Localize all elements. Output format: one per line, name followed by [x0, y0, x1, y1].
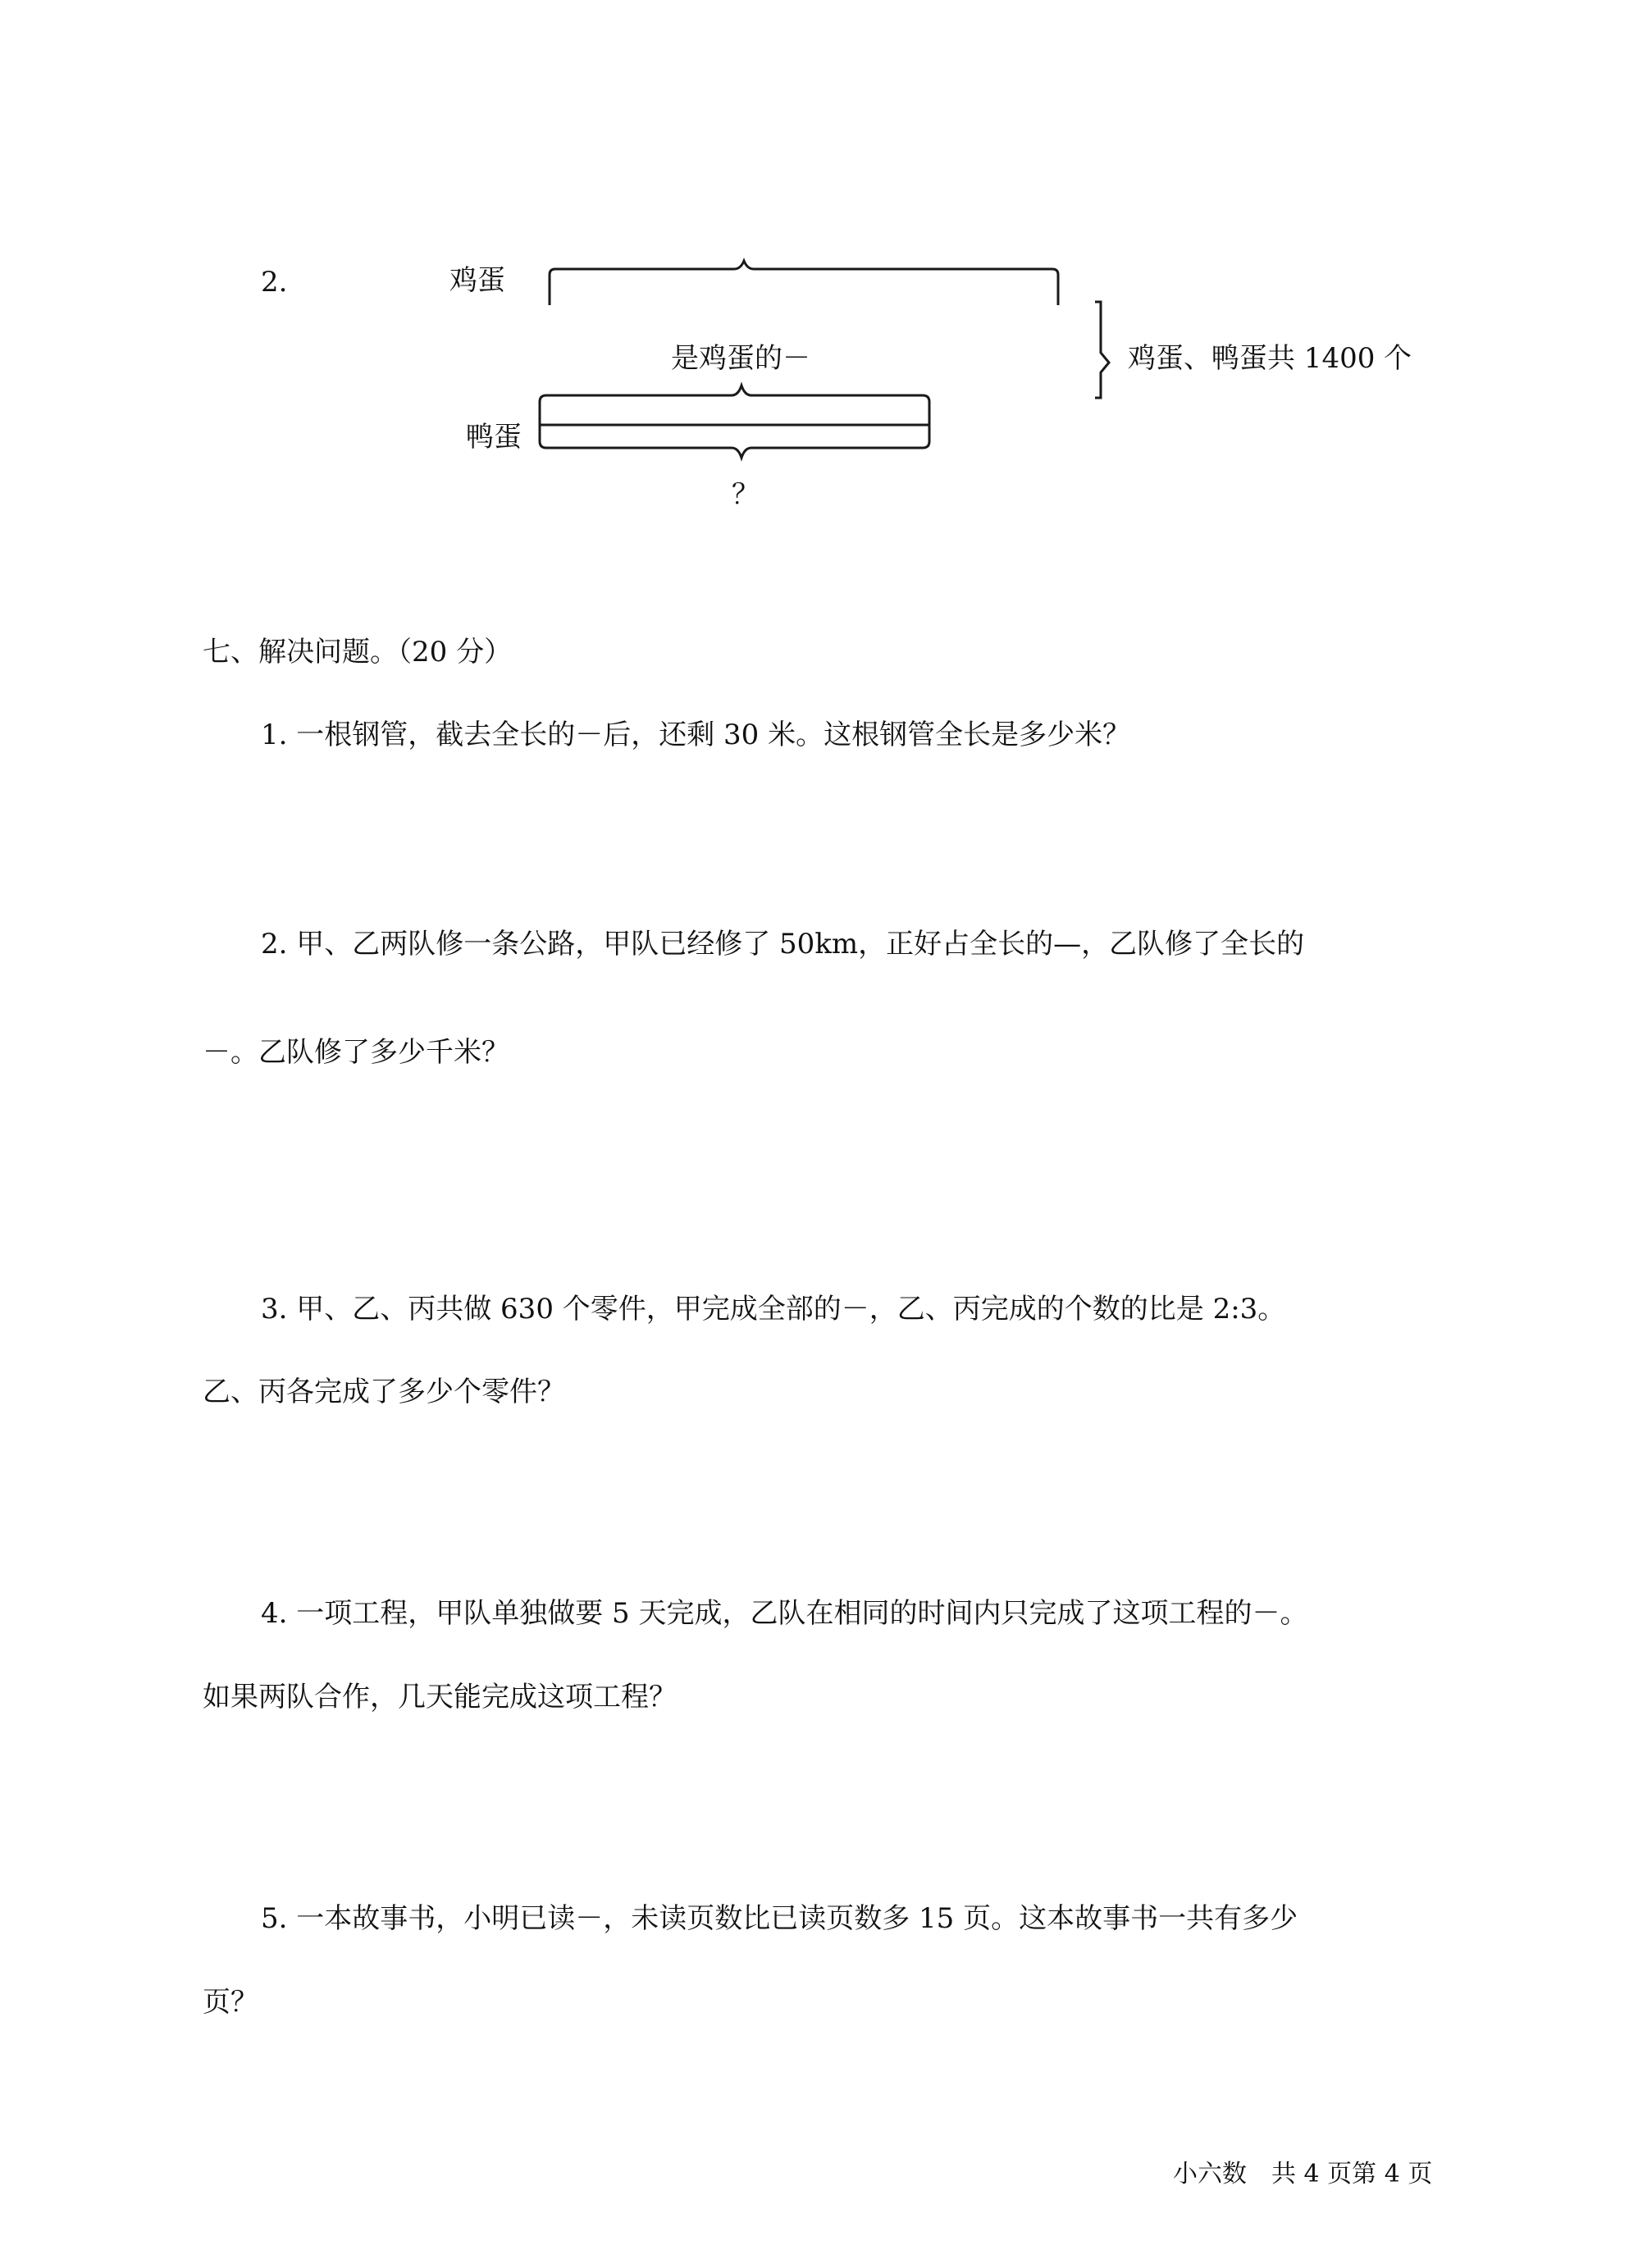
- section-title: 七、解决问题。（20 分）: [203, 636, 513, 669]
- question-mark: ？: [732, 478, 760, 511]
- problem-2-line-2: －。乙队修了多少千米？: [203, 1036, 509, 1069]
- problem-4-line-1: 4. 一项工程，甲队单独做要 5 天完成，乙队在相同的时间内只完成了这项工程的－。: [261, 1597, 1308, 1630]
- egg-bar-brace: [550, 261, 1058, 305]
- problem-4-line-2: 如果两队合作，几天能完成这项工程？: [203, 1681, 677, 1714]
- problem-1-line-1: 1. 一根钢管，截去全长的－后，还剩 30 米。这根钢管全长是多少米？: [261, 719, 1131, 751]
- diagram-number: 2.: [261, 266, 288, 299]
- egg-label: 鸡蛋: [449, 264, 505, 297]
- total-note: 鸡蛋、鸭蛋共 1400 个: [1128, 342, 1412, 375]
- total-bracket: [1095, 302, 1109, 398]
- duck-bar-bottom-brace: [540, 423, 929, 458]
- page-footer: 小六数 共 4 页第 4 页: [1173, 2160, 1433, 2188]
- problem-3-line-2: 乙、丙各完成了多少个零件？: [203, 1376, 565, 1408]
- problem-5-line-2: 页？: [203, 1986, 258, 2019]
- fraction-note: 是鸡蛋的－: [671, 342, 810, 375]
- line-segment-diagram: [0, 0, 1638, 574]
- problem-2-line-1: 2. 甲、乙两队修一条公路，甲队已经修了 50km，正好占全长的—，乙队修了全长的: [261, 928, 1305, 961]
- duck-label: 鸭蛋: [466, 421, 522, 454]
- problem-5-line-1: 5. 一本故事书，小明已读－，未读页数比已读页数多 15 页。这本故事书一共有多少: [261, 1902, 1298, 1935]
- problem-3-line-1: 3. 甲、乙、丙共做 630 个零件，甲完成全部的－，乙、丙完成的个数的比是 2:3。: [261, 1293, 1286, 1326]
- duck-bar-top-brace: [540, 386, 929, 427]
